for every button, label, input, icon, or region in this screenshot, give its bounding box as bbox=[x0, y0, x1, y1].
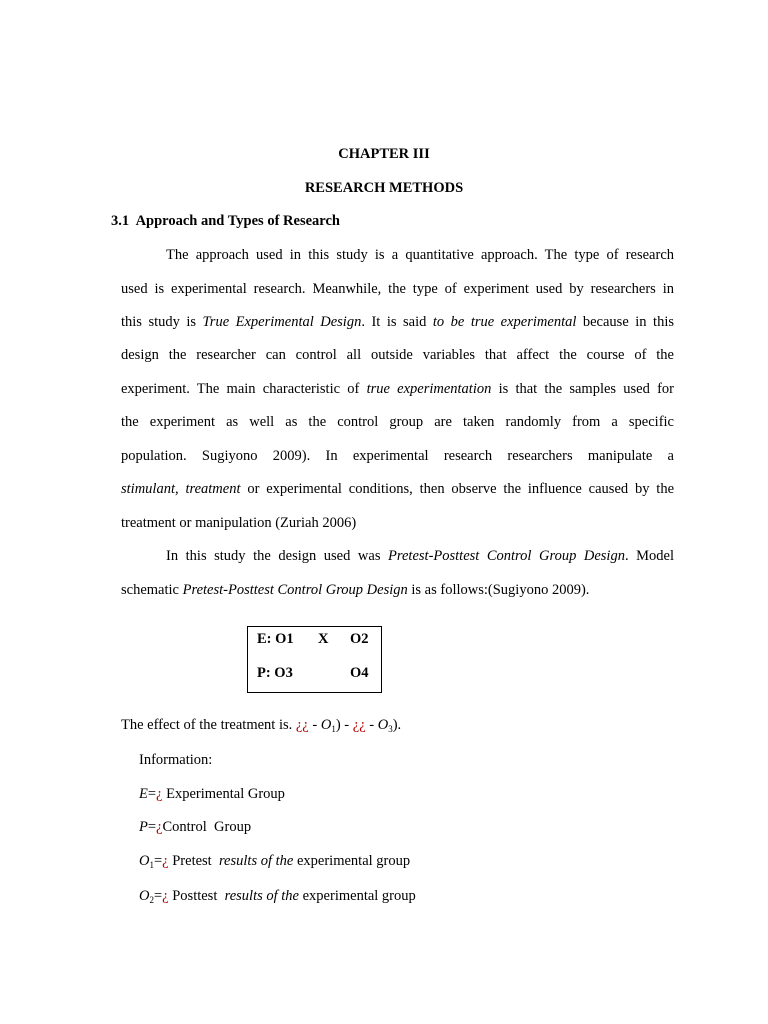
info-o1-glyph: ¿ bbox=[162, 853, 169, 869]
info-o1-sub: 1 bbox=[149, 860, 154, 870]
chapter-label: CHAPTER III bbox=[338, 146, 430, 162]
p1-term-true-experimental: to be true experimental bbox=[432, 314, 577, 330]
p1-line-8-text-d: or experimental conditions, then observe the influence caused by the bbox=[240, 481, 675, 497]
effect-formula bbox=[121, 717, 401, 734]
p1-line-5-text-c: is that the samples used for bbox=[491, 381, 674, 397]
effect-o1: O bbox=[320, 717, 332, 733]
info-p-text: Control Group bbox=[162, 819, 252, 835]
info-o2-text-a: Posttest bbox=[168, 888, 225, 904]
schema-p-o3: P: O3 bbox=[257, 665, 293, 681]
effect-glyph-2: ¿¿ bbox=[352, 717, 366, 733]
p2-line-1-text-a: In this study the design used was bbox=[166, 548, 389, 564]
info-item-p bbox=[139, 819, 251, 836]
p1-line-5 bbox=[121, 381, 674, 398]
p1-line-7: population. Sugiyono 2009). In experimental research researchers manipulate a bbox=[121, 448, 674, 464]
p1-term-stimulant: stimulant bbox=[121, 481, 175, 497]
p1-term-true-experimental-design: True Experimental Design bbox=[202, 314, 362, 330]
info-e-eq: = bbox=[147, 786, 157, 802]
schema-o2: O2 bbox=[350, 631, 369, 647]
info-p-var: P bbox=[139, 819, 148, 835]
schema-o4: O4 bbox=[350, 665, 369, 681]
info-p-eq: = bbox=[147, 819, 157, 835]
p1-term-true-experimentation: true experimentation bbox=[366, 381, 492, 397]
info-item-o2 bbox=[139, 888, 416, 905]
info-o2-sub: 2 bbox=[149, 895, 154, 905]
info-e-text: Experimental Group bbox=[162, 786, 285, 802]
p2-line-1-text-c: . Model bbox=[624, 548, 675, 564]
info-o2-text-b: results of the bbox=[224, 888, 299, 904]
info-o1-text-c: experimental group bbox=[293, 853, 411, 869]
p1-line-1: The approach used in this study is a quantitative approach. The type of research bbox=[166, 247, 674, 263]
info-o1-text-a: Pretest bbox=[168, 853, 219, 869]
p1-line-3 bbox=[121, 314, 674, 331]
p1-line-8 bbox=[121, 481, 674, 498]
info-o1-var: O bbox=[139, 853, 150, 869]
section-heading: 3.1 Approach and Types of Research bbox=[111, 213, 340, 229]
schema-e-o1: E: O1 bbox=[257, 631, 294, 647]
p2-line-2 bbox=[121, 582, 674, 599]
p2-line-1 bbox=[166, 548, 674, 565]
info-o2-glyph: ¿ bbox=[162, 888, 169, 904]
p1-line-2: used is experimental research. Meanwhile, the type of experiment used by researchers in bbox=[121, 281, 674, 297]
p1-line-5-text-a: experiment. The main characteristic of bbox=[121, 381, 367, 397]
p1-line-3-text-e: because in this bbox=[576, 314, 674, 330]
effect-glyph-1: ¿¿ bbox=[295, 717, 309, 733]
info-item-o1 bbox=[139, 853, 410, 870]
info-o2-text-c: experimental group bbox=[299, 888, 416, 904]
p2-line-2-text-a: schematic bbox=[121, 582, 183, 598]
p1-line-6: the experiment as well as the control group are taken randomly from a specific bbox=[121, 414, 674, 430]
info-o1-eq: = bbox=[153, 853, 163, 869]
p2-term-design-2: Pretest-Posttest Control Group Design bbox=[182, 582, 408, 598]
p1-line-9: treatment or manipulation (Zuriah 2006) bbox=[121, 515, 357, 531]
chapter-title: RESEARCH METHODS bbox=[304, 180, 464, 196]
info-o2-var: O bbox=[139, 888, 150, 904]
p1-line-8-comma: , bbox=[174, 481, 186, 497]
effect-dash-3: - bbox=[365, 717, 378, 733]
info-e-glyph: ¿ bbox=[156, 786, 163, 802]
information-label: Information: bbox=[139, 752, 213, 768]
effect-o3: O bbox=[377, 717, 389, 733]
effect-close-1: ) bbox=[335, 717, 341, 733]
p1-line-4: design the researcher can control all outside variables that affect the course of the bbox=[121, 347, 674, 363]
info-item-e bbox=[139, 786, 285, 803]
effect-prefix: The effect of the treatment is. bbox=[121, 717, 296, 733]
effect-dash-1: - bbox=[308, 717, 321, 733]
p1-line-3-text-c: . It is said bbox=[361, 314, 433, 330]
p1-line-3-text-a: this study is bbox=[121, 314, 203, 330]
info-o2-eq: = bbox=[153, 888, 163, 904]
effect-sub-1: 1 bbox=[331, 724, 336, 734]
schema-x: X bbox=[318, 631, 329, 647]
p2-line-2-text-c: is as follows:(Sugiyono 2009). bbox=[407, 582, 590, 598]
p2-term-design: Pretest-Posttest Control Group Design bbox=[388, 548, 625, 564]
design-schema-box bbox=[247, 626, 382, 693]
effect-dash-2: - bbox=[340, 717, 353, 733]
info-o1-text-b: results of the bbox=[218, 853, 294, 869]
info-e-var: E bbox=[139, 786, 148, 802]
info-p-glyph: ¿ bbox=[156, 819, 163, 835]
effect-sub-3: 3 bbox=[388, 724, 393, 734]
p1-term-treatment: treatment bbox=[185, 481, 241, 497]
effect-end: ). bbox=[392, 717, 402, 733]
